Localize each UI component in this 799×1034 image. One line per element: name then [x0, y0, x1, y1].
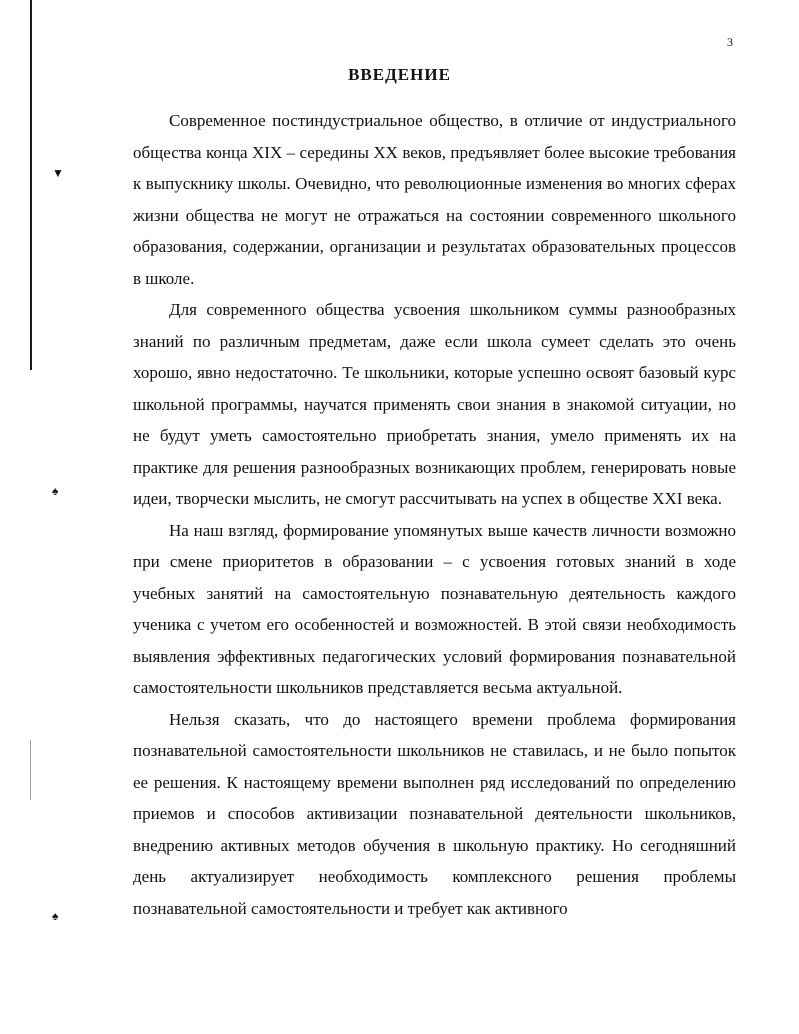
- paragraph-3: На наш взгляд, формирование упомянутых выше качеств личности возможно при смене приоритетов в образовании – с усвоения готовых знаний в ходе учебных занятий на самостоятельную познавательную деятельность каждого ученика с учетом его особенностей и возможностей. В этой связи необходимость выявления эффективных педагогических условий формирования познавательной самостоятельности школьников представляется весьма актуальной.: [133, 520, 736, 697]
- paragraph-4: Нельзя сказать, что до настоящего времени проблема формирования познавательной самостоятельности школьников не ставилась, и не было попыток ее решения. К настоящему времени выполнен ряд исследований по определению приемов и способов активизации познавательной деятельности школьников, внедрению активных методов обучения в школьную практику. Но сегодняшний день актуализирует необходимость комплексного решения проблемы познавательной самостоятельности и требует как активного: [133, 709, 736, 918]
- paragraph-2: Для современного общества усвоения школьником суммы разнообразных знаний по различным предметам, даже если школа сумеет сделать это очень хорошо, явно недостаточно. Те школьники, которые успешно освоят базовый курс школьной программы, научатся применять свои знания в знакомой ситуации, но не будут уметь самостоятельно приобретать знания, умело применять их на практике для решения разнообразных возникающих проблем, генерировать новые идеи, творчески мыслить, не смогут рассчитывать на успех в обществе XXI века.: [133, 300, 736, 508]
- margin-mark-top: ▼: [52, 166, 64, 180]
- paragraph-1: Современное постиндустриальное общество, в отличие от индустриального общества конца XIX – середины XX веков, предъявляет более высокие требования к выпускнику школы. Очевидно, что революционные изменения во многих сферах жизни общества не могут не отражаться на состоянии современного школьного образования, содержании, организации и результатах образовательных процессов в школе.: [133, 111, 736, 288]
- scan-edge-line: [30, 0, 32, 370]
- body-text: [133, 105, 736, 924]
- page-number: 3: [727, 35, 733, 49]
- margin-mark-middle: ♠: [52, 484, 59, 498]
- page-title: ВВЕДЕНИЕ: [348, 65, 451, 84]
- scan-edge-line-lower: [30, 740, 31, 800]
- margin-mark-bottom: ♠: [52, 909, 59, 923]
